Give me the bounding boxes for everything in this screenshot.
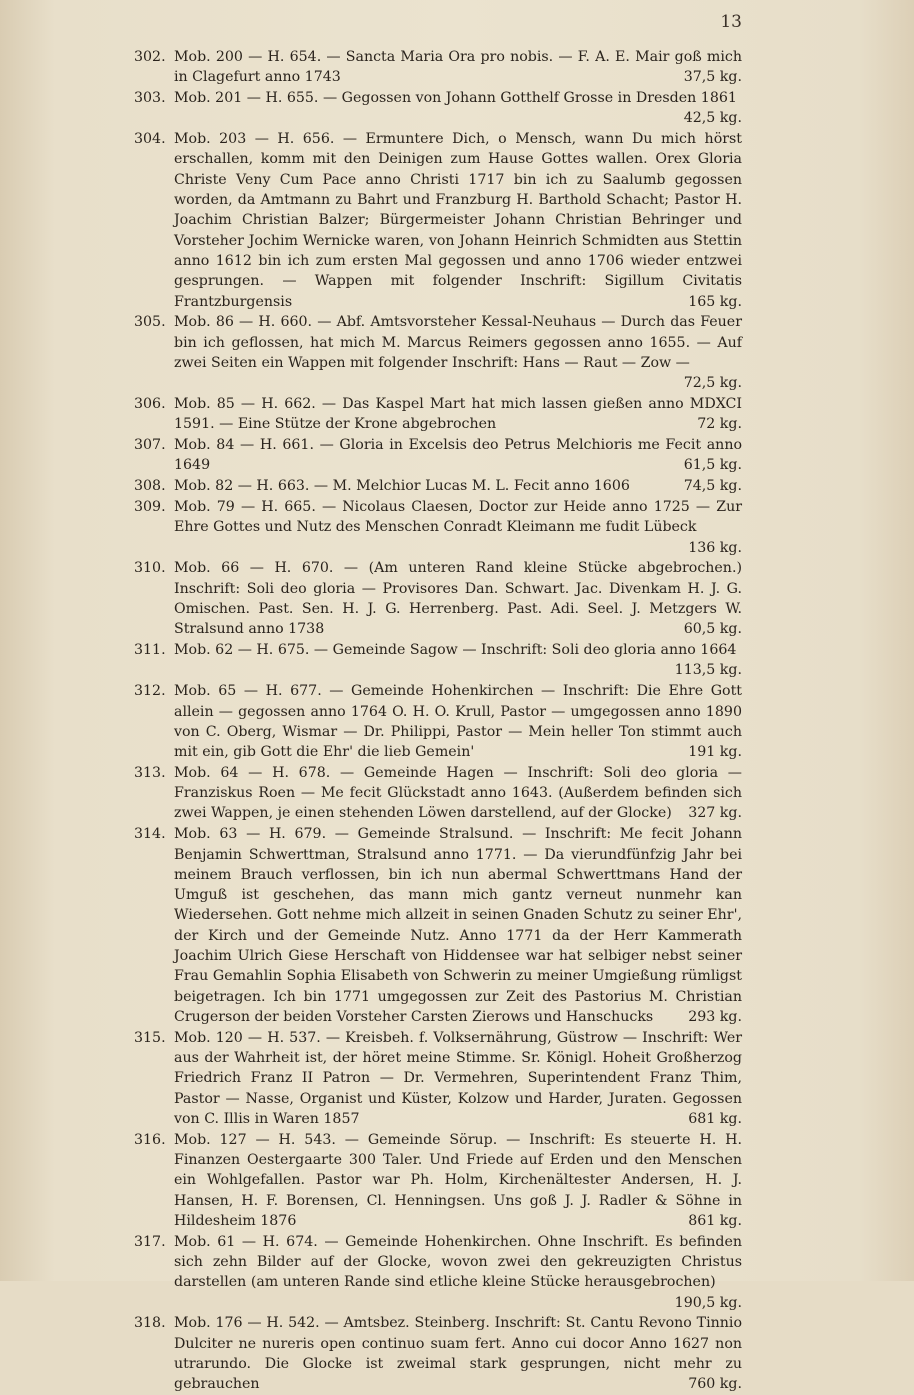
entry-text: Mob. 120 — H. 537. — Kreisbeh. f. Volksernährung, Güstrow — Inschrift: Wer aus der Wahrheit ist, der höret meine Stimme. Sr. Königl. Hoheit Großherzog Friedrich Franz II Patron — Dr. Vermehren, Superintendent Franz Thim, Pastor — Nasse, Organist und Küster, Kolzow und Harder, Juraten. Gegossen von C. Illis in Waren 1857 — [174, 1029, 742, 1127]
entry-number: 303. — [134, 90, 166, 107]
entry-text: Mob. 66 — H. 670. — (Am unteren Rand kleine Stücke abgebrochen.) Inschrift: Soli deo gloria — Provisores Dan. Schwart. Jac. Divenkam H. J. G. Omischen. Past. Sen. H. J. G. Herrenberg. Past. Adi. Seel. J. Metzgers W. Stralsund anno 1738 — [174, 560, 742, 638]
list-item — [134, 1130, 742, 1231]
entry-weight: 760 kg. — [688, 1376, 742, 1393]
entry-weight: 136 kg. — [688, 539, 742, 556]
entry-text: Mob. 201 — H. 655. — Gegossen von Johann Gotthelf Grosse in Dresden 1861 — [174, 90, 737, 107]
entry-text: Mob. 62 — H. 675. — Gemeinde Sagow — Inschrift: Soli deo gloria anno 1664 — [174, 642, 737, 659]
entry-number: 313. — [134, 764, 166, 781]
page-number: 13 — [720, 12, 742, 32]
entry-number: 306. — [134, 396, 166, 413]
entry-number: 314. — [134, 826, 166, 843]
entry-body — [174, 497, 742, 558]
entry-weight: 72 kg. — [697, 416, 742, 433]
entry-number: 307. — [134, 437, 166, 454]
list-item — [134, 681, 742, 762]
entry-number: 310. — [134, 560, 166, 577]
entry-text: Mob. 65 — H. 677. — Gemeinde Hohenkirchen — Inschrift: Die Ehre Gott allein — gegossen anno 1764 O. H. O. Krull, Pastor — umgegossen anno 1890 von C. Oberg, Wismar — Dr. Philippi, Pastor — Mein heller Ton stimmt auch mit ein, gib Gott die Ehr' die lieb Gemein' — [174, 683, 742, 761]
entry-text: Mob. 79 — H. 665. — Nicolaus Claesen, Doctor zur Heide anno 1725 — Zur Ehre Gottes und Nutz des Menschen Conradt Kleimann me fudit Lübeck — [174, 499, 742, 536]
entry-text: Mob. 61 — H. 674. — Gemeinde Hohenkirchen. Ohne Inschrift. Es befinden sich zehn Bilder auf der Glocke, wovon zwei den gekreuzigten Christus darstellen (am unteren Rande sind etliche kleine Stücke herausgebrochen) — [174, 1233, 742, 1291]
entry-body — [174, 1130, 742, 1231]
list-item — [134, 1028, 742, 1129]
entry-text: Mob. 203 — H. 656. — Ermuntere Dich, o Mensch, wann Du mich hörst erschallen, komm mit den Deinigen zum Hause Gottes wallen. Orex Gloria Christe Veny Cum Pace anno Christi 1717 bin ich zu Saalumb gegossen worden, da Amtmann zu Bahrt und Franzburg H. Barthold Schacht; Pastor H. Joachim Christian Balzer; Bürgermeister Johann Christian Behringer und Vorsteher Jochim Wernicke waren, von Johann Heinrich Schmidten aus Stettin anno 1612 bin ich zum ersten Mal gegossen und anno 1706 wieder entzwei gesprungen. — Wappen mit folgender Inschrift: Sigillum Civitatis Frantzburgensis — [174, 131, 742, 310]
entry-number: 316. — [134, 1131, 166, 1148]
entry-number: 308. — [134, 478, 166, 495]
entry-text: Mob. 84 — H. 661. — Gloria in Excelsis deo Petrus Melchioris me Fecit anno 1649 — [174, 437, 742, 474]
entry-weight: 61,5 kg. — [683, 457, 742, 474]
entry-body — [174, 312, 742, 393]
entry-body — [174, 129, 742, 312]
entry-text: Mob. 176 — H. 542. — Amtsbez. Steinberg. Inschrift: St. Cantu Revono Tinnio Dulciter ne nureris open continuo suam fert. Anno cui docor Anno 1627 non utrarundo. Die Glocke ist zweimal stark gesprungen, nicht mehr zu gebrauchen — [174, 1315, 742, 1393]
entry-text: Mob. 85 — H. 662. — Das Kaspel Mart hat mich lassen gießen anno MDXCI 1591. — Eine Stütze der Krone abgebrochen — [174, 396, 742, 433]
entry-number: 305. — [134, 314, 166, 331]
entry-text: Mob. 86 — H. 660. — Abf. Amtsvorsteher Kessal-Neuhaus — Durch das Feuer bin ich geflossen, hat mich M. Marcus Reimers gegossen anno 1655. — Auf zwei Seiten ein Wappen mit folgender Inschrift: Hans — Raut — Zow — — [174, 314, 742, 371]
entry-weight: 327 kg. — [688, 805, 742, 822]
entry-weight: 190,5 kg. — [674, 1294, 742, 1311]
list-item — [134, 129, 742, 312]
entry-weight: 113,5 kg. — [674, 662, 742, 679]
list-item — [134, 394, 742, 435]
entry-body — [174, 681, 742, 762]
entry-number: 318. — [134, 1315, 166, 1332]
entry-weight: 293 kg. — [688, 1008, 742, 1025]
entry-body — [174, 640, 742, 681]
list-item — [134, 435, 742, 476]
entry-weight: 60,5 kg. — [683, 621, 742, 638]
entry-body — [174, 394, 742, 435]
entry-weight: 74,5 kg. — [683, 478, 742, 495]
entry-number: 302. — [134, 49, 166, 65]
entry-text: Mob. 127 — H. 543. — Gemeinde Sörup. — Inschrift: Es steuerte H. H. Finanzen Oestergaarte 300 Taler. Und Friede auf Erden und den Menschen ein Wohlgefallen. Pastor war Ph. Holm, Kirchenältester Andersen, H. J. Hansen, H. F. Borensen, Cl. Henningsen. Uns goß J. J. Radler & Söhne in Hildesheim 1876 — [174, 1131, 742, 1229]
list-item — [134, 497, 742, 558]
entry-weight: 165 kg. — [688, 293, 742, 310]
list-item — [134, 476, 742, 496]
list-item — [134, 312, 742, 393]
entry-text: Mob. 64 — H. 678. — Gemeinde Hagen — Inschrift: Soli deo gloria — Franziskus Roen — Me fecit Glückstadt anno 1643. (Außerdem befinden sich zwei Wappen, je einen stehenden Löwen darstellend, auf der Glocke) — [174, 764, 742, 822]
entry-body — [174, 763, 742, 824]
entry-body — [174, 1313, 742, 1394]
entry-number: 309. — [134, 499, 166, 516]
entry-body — [174, 88, 742, 129]
entry-body — [174, 47, 742, 88]
entry-body — [174, 1028, 742, 1129]
list-item — [134, 47, 742, 88]
entry-weight: 72,5 kg. — [683, 375, 742, 392]
list-item — [134, 824, 742, 1027]
entry-number: 317. — [134, 1233, 166, 1250]
entry-text: Mob. 200 — H. 654. — Sancta Maria Ora pro nobis. — F. A. E. Mair goß mich in Clagefurt anno 1743 — [174, 49, 742, 86]
list-item — [134, 763, 742, 824]
list-item — [134, 1313, 742, 1394]
list-item — [134, 640, 742, 681]
entry-number: 312. — [134, 683, 166, 700]
entry-weight: 681 kg. — [688, 1110, 742, 1127]
entry-text: Mob. 82 — H. 663. — M. Melchior Lucas M. L. Fecit anno 1606 — [174, 478, 630, 495]
entry-text: Mob. 63 — H. 679. — Gemeinde Stralsund. — Inschrift: Me fecit Johann Benjamin Schwerttman, Stralsund anno 1771. — Da vierundfünfzig Jahr bei meinem Brauch verflossen, bin ich nun abermal Schwerttmans Hand der Umguß ist geschehen, das mann mich gantz verneut nunmehr kan Wiedersehen. Gott nehme mich allzeit in seinen Gnaden Schutz zu seiner Ehr', der Kirch und der Gemeinde Nutz. Anno 1771 da der Herr Kammerath Joachim Ulrich Giese Herschaft von Hiddensee war hat selbiger nebst seiner Frau Gemahlin Sophia Elisabeth von Schwerin zu meiner Umgießung rümligst beigetragen. Ich bin 1771 umgegossen zur Zeit des Pastorius M. Christian Crugerson der beiden Vorsteher Carsten Zierows und Hanschucks — [174, 826, 742, 1025]
entry-body — [174, 435, 742, 476]
entry-weight: 42,5 kg. — [683, 110, 742, 127]
entry-weight: 861 kg. — [688, 1212, 742, 1229]
entry-number: 315. — [134, 1029, 166, 1046]
entry-weight: 191 kg. — [688, 744, 742, 761]
entry-number: 304. — [134, 131, 166, 148]
entry-weight: 37,5 kg. — [683, 69, 742, 86]
list-item — [134, 1232, 742, 1313]
entry-body — [174, 1232, 742, 1313]
entry-number: 311. — [134, 642, 166, 659]
entry-body — [174, 476, 742, 496]
entry-body — [174, 824, 742, 1027]
bell-list — [134, 47, 742, 1395]
list-item — [134, 558, 742, 639]
entry-body — [174, 558, 742, 639]
list-item — [134, 88, 742, 129]
